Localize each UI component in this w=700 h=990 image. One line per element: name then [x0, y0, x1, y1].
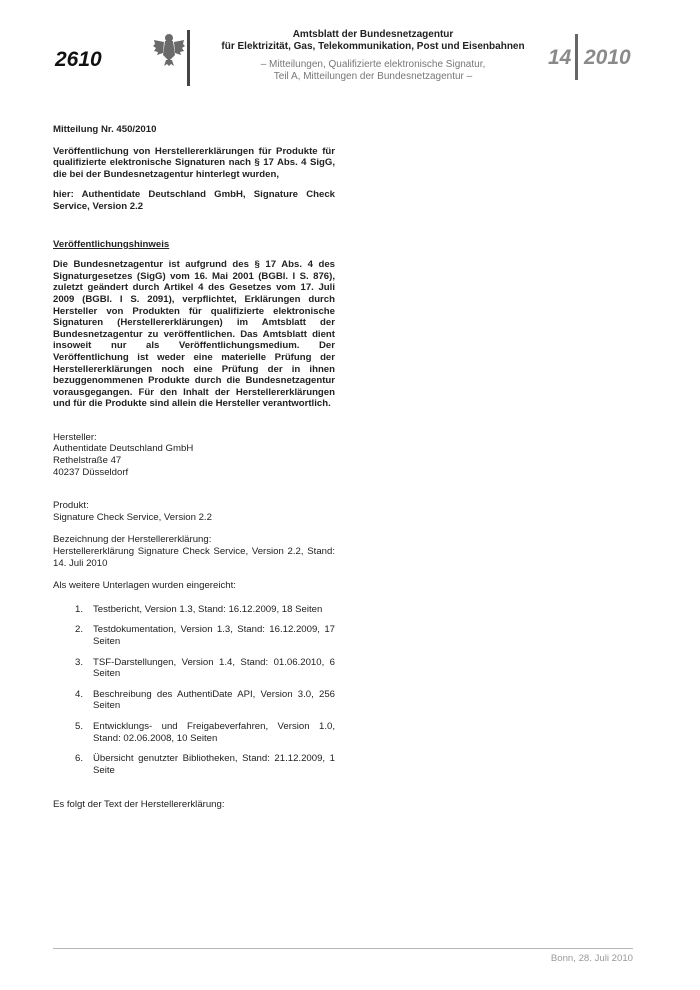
- publication-notice-text: Die Bundesnetzagentur ist aufgrund des § 17 Abs. 4 des Signaturgesetzes (SigG) vom 16. Mai 2001 (BGBl. I S. 876), zuletzt geändert durch Artikel 4 des Gesetzes vom 17. Juli 2009 (BGBl. I S. 2091), verpflichtet, Erklärungen durch Hersteller von Produkten für qualifizierte elektronische Signaturen (Herstellererklärungen) im Amtsblatt der Bundesnetzagentur zu veröffentlichen. Das Amtsblatt dient insoweit nur als Veröffentlichungsmedium. Der Veröffentlichung ist weder eine materielle Prüfung der Herstellererklärungen noch eine Prüfung der in ihnen bezuggenommenen Produkte durch die Bundesnetzagentur vorausgegangen. Für den Inhalt der Herstellererklärungen und für die Produkte sind allein die Hersteller verantwortlich.: [53, 259, 335, 410]
- notice-number: Mitteilung Nr. 450/2010: [53, 124, 157, 135]
- list-item: 2. Testdokumentation, Version 1.3, Stand: 16.12.2009, 17 Seiten: [75, 624, 335, 647]
- documents-intro: Als weitere Unterlagen wurden eingereicht:: [53, 580, 236, 592]
- page-number: 2610: [55, 48, 102, 71]
- product-block: Produkt: Signature Check Service, Version 2.2: [53, 500, 212, 523]
- footer-divider: [53, 948, 633, 949]
- publication-title: Amtsblatt der Bundesnetzagentur für Elektrizität, Gas, Telekommunikation, Post und Eisenbahnen: [221, 29, 525, 52]
- list-item: 3. TSF-Darstellungen, Version 1.4, Stand: 01.06.2010, 6 Seiten: [75, 656, 335, 680]
- closing-text: Es folgt der Text der Herstellererklärung:: [53, 799, 225, 811]
- header-divider: [187, 30, 190, 86]
- list-item: 4. Beschreibung des AuthentiDate API, Version 3.0, 256 Seiten: [75, 688, 335, 712]
- publication-subtitle: – Mitteilungen, Qualifizierte elektronische Signatur, Teil A, Mitteilungen der Bundesnetzagentur –: [260, 59, 486, 82]
- documents-list: [53, 604, 335, 777]
- federal-eagle-icon: [152, 31, 186, 67]
- footer-place-date: Bonn, 28. Juli 2010: [550, 953, 633, 964]
- manufacturer-block: Hersteller: Authentidate Deutschland GmbH Rethelstraße 47 40237 Düsseldorf: [53, 431, 194, 478]
- list-item: 1. Testbericht, Version 1.3, Stand: 16.12.2009, 18 Seiten: [75, 603, 323, 615]
- list-item: 5. Entwicklungs- und Freigabeverfahren, Version 1.0, Stand: 02.06.2008, 10 Seiten: [75, 720, 335, 744]
- notice-heading: Veröffentlichung von Herstellererklärungen für Produkte für qualifizierte elektronische Signaturen nach § 17 Abs. 4 SigG, die bei der Bundesnetzagentur hinterlegt wurden,: [53, 145, 335, 180]
- declaration-block: Bezeichnung der Herstellererklärung: Herstellererklärung Signature Check Service, Version 2.2, Stand: 14. Juli 2010: [53, 534, 335, 569]
- notice-subject: hier: Authentidate Deutschland GmbH, Signature Check Service, Version 2.2: [53, 189, 335, 212]
- section-heading: Veröffentlichungshinweis: [53, 238, 170, 250]
- article-body: [53, 124, 335, 811]
- list-item: 6. Übersicht genutzter Bibliotheken, Stand: 21.12.2009, 1 Seite: [75, 753, 335, 776]
